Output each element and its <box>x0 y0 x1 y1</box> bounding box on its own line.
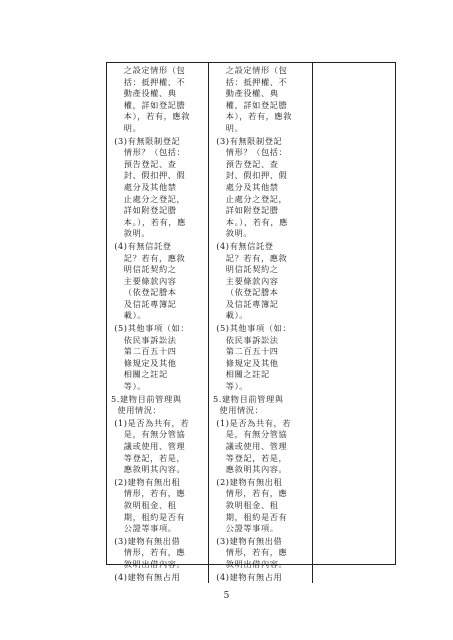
text-paragraph: (3)有無限制登記 情形？（包括： 預告登記、查 封、假扣押、假 處分及其他禁 止處分之登記， 詳如附登記謄 本。），若有，應 敘明。 <box>216 135 288 239</box>
text-paragraph: (1)是否為共有，若 是，有無分管協 議或使用、管理 等登記，若是， 應敘明其內容。 <box>114 417 190 475</box>
text-paragraph: (3)建物有無出借 情形，若有，應 敘明出借內容。 <box>216 535 288 569</box>
column-notes <box>312 63 397 583</box>
column-amended <box>107 63 208 583</box>
text-paragraph: (2)建物有無出租 情形，若有，應 敘明租金、租 期，租約是否有 公證等事項。 <box>216 476 288 534</box>
text-paragraph: (4)建物有無占用 <box>111 571 181 582</box>
column-original <box>208 63 312 583</box>
text-paragraph: 之設定情形（包 括：抵押權、不 動產役權、典 權，詳如登記謄 本），若有，應敘 明。 <box>225 65 293 133</box>
text-paragraph: 5.建物目前管理與 使用情況： <box>111 393 182 416</box>
text-paragraph: (1)是否為共有，若 是，有無分管協 議或使用、管理 等登記，若是， 應敘明其內容。 <box>216 417 292 475</box>
comparison-table <box>106 62 396 582</box>
text-paragraph: (4)建物有無占用 <box>213 571 283 582</box>
text-paragraph: (3)建物有無出借 情形，若有，應 敘明出借內容。 <box>114 535 186 569</box>
text-paragraph: 5.建物目前管理與 使用情況： <box>213 393 284 416</box>
page-number: 5 <box>223 591 230 601</box>
text-paragraph: (4)有無信託登 記？若有，應敘 明信託契約之 主要條款內容 （依登記謄本 及信託專簿記 載）。 <box>114 240 186 321</box>
text-paragraph: (3)有無限制登記 情形？（包括： 預告登記、查 封、假扣押、假 處分及其他禁 止處分之登記， 詳如附登記謄 本。），若有，應 敘明。 <box>114 135 186 239</box>
text-paragraph: 之設定情形（包 括：抵押權、不 動產役權、典 權，詳如登記謄 本），若有，應敘 明。 <box>123 65 191 133</box>
text-paragraph: (5)其他事項（如： 依民事訴訟法 第二百五十四 條規定及其他 相關之註記 等）。 <box>216 323 292 392</box>
text-paragraph: (2)建物有無出租 情形，若有，應 敘明租金、租 期，租約是否有 公證等事項。 <box>114 476 186 534</box>
text-paragraph: (4)有無信託登 記？若有，應敘 明信託契約之 主要條款內容 （依登記謄本 及信託專簿記 載）。 <box>216 240 288 321</box>
text-paragraph: (5)其他事項（如： 依民事訴訟法 第二百五十四 條規定及其他 相關之註記 等）。 <box>114 323 190 392</box>
